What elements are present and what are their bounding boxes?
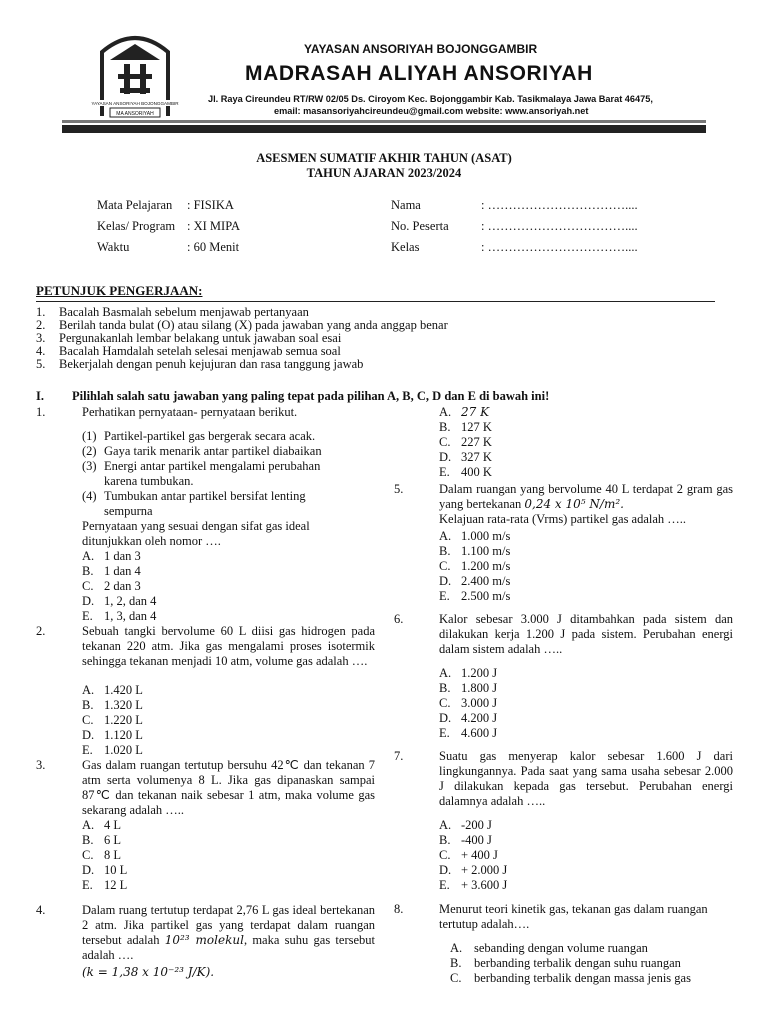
q2-number: 2. [36, 624, 46, 638]
q1-statement: (1) Partikel-partikel gas bergerak secara acak. [82, 429, 316, 443]
field-label-class-program: Kelas/ Program [97, 219, 176, 233]
option-c[interactable]: C. 1.200 m/s [439, 559, 511, 573]
q4-constant: (k = 1,38 x 10⁻²³ J/K). [82, 965, 215, 979]
q5-pressure: 0,24 x 10⁵ N/m². [524, 497, 624, 511]
logo-caption-2: MA ANSORIYAH [116, 111, 154, 117]
exam-year: TAHUN AJARAN 2023/2024 [306, 166, 462, 180]
instruction-item: 5. Bekerjalah dengan penuh kejujuran dan rasa tanggung jawab [36, 357, 364, 371]
option-d[interactable]: D. 4.200 J [439, 711, 498, 725]
option-b[interactable]: B. 1.800 J [439, 681, 498, 695]
q5-options [439, 529, 510, 604]
option-a[interactable]: A. sebanding dengan volume ruangan [450, 941, 648, 955]
instruction-item: 4. Bacalah Hamdalah setelah selesai menjawab semua soal [36, 344, 341, 358]
q5-number: 5. [394, 482, 404, 496]
option-c[interactable]: C. + 400 J [439, 848, 498, 862]
option-b[interactable]: B. 1 dan 4 [82, 564, 141, 578]
option-c[interactable]: C. 3.000 J [439, 696, 498, 710]
q4-molecules: 10²³ molekul [164, 933, 244, 947]
option-e[interactable]: E. 1.020 L [82, 743, 143, 757]
option-e[interactable]: E. 4.600 J [439, 726, 498, 740]
q5-stem: Dalam ruangan yang bervolume 40 L terdapat 2 gram gas yang bertekanan 0,24 x 10⁵ N/m². Kelajuan rata-rata (Vrms) partikel gas adalah ….. [439, 482, 733, 526]
instruction-item: 3. Pergunakanlah lembar belakang untuk jawaban soal esai [36, 331, 342, 345]
instructions-heading: PETUNJUK PENGERJAAN: [36, 283, 203, 298]
school-contact: email: masansoriyahcireundeu@gmail.com website: www.ansoriyah.net [274, 106, 589, 116]
instructions-rule [36, 301, 715, 302]
field-label-class: Kelas [391, 240, 420, 254]
option-b[interactable]: B. 1.320 L [82, 698, 143, 712]
option-b[interactable]: B. 1.100 m/s [439, 544, 511, 558]
field-blank-name[interactable]: : …………………………….... [481, 198, 638, 212]
q4-stem: Dalam ruang tertutup terdapat 2,76 L gas ideal bertekanan 2 atm. Jika partikel gas yang terdapat dalam ruangan tersebut adalah 10²³ molekul, maka suhu gas tersebut adalah …. (k = 1,38 x 10⁻²³ J/K). [82, 903, 376, 979]
header-rule-thick [62, 125, 706, 133]
option-b[interactable]: B. 6 L [82, 833, 122, 847]
field-label-participant-no: No. Peserta [391, 219, 449, 233]
field-blank-participant-no[interactable]: : …………………………….... [481, 219, 638, 233]
option-d[interactable]: D. 2.400 m/s [439, 574, 511, 588]
q1-statement: (3) Energi antar partikel mengalami perubahan karena tumbukan. [82, 459, 321, 488]
field-label-name: Nama [391, 198, 421, 212]
exam-title: ASESMEN SUMATIF AKHIR TAHUN (ASAT) [256, 151, 512, 165]
school-name: MADRASAH ALIYAH ANSORIYAH [245, 62, 593, 85]
option-b[interactable]: B. berbanding terbalik dengan suhu ruangan [450, 956, 681, 970]
option-d[interactable]: D. 1, 2, dan 4 [82, 594, 157, 608]
option-a[interactable]: A. 1.200 J [439, 666, 498, 680]
instruction-item: 1. Bacalah Basmalah sebelum menjawab pertanyaan [36, 305, 309, 319]
section-instruction: Pilihlah salah satu jawaban yang paling tepat pada pilihan A, B, C, D dan E di bawah ini! [72, 389, 550, 403]
option-d[interactable]: D. 1.120 L [82, 728, 143, 742]
option-e[interactable]: E. + 3.600 J [439, 878, 508, 892]
field-value-subject: : FISIKA [187, 198, 234, 212]
option-d[interactable]: D. 10 L [82, 863, 128, 877]
q6-options [439, 666, 497, 741]
q7-number: 7. [394, 749, 404, 763]
field-label-subject: Mata Pelajaran [97, 198, 173, 212]
option-e[interactable]: E. 400 K [439, 465, 492, 479]
q4-number: 4. [36, 903, 46, 917]
q3-number: 3. [36, 758, 46, 772]
q1-stem: Pernyataan yang sesuai dengan sifat gas ideal ditunjukkan oleh nomor …. [82, 519, 310, 548]
instruction-item: 2. Berilah tanda bulat (O) atau silang (X) pada jawaban yang anda anggap benar [36, 318, 448, 332]
option-e[interactable]: E. 2.500 m/s [439, 589, 511, 603]
option-e[interactable]: E. 12 L [82, 878, 128, 892]
option-c[interactable]: C. 1.220 L [82, 713, 143, 727]
q3-stem: Gas dalam ruangan tertutup bersuhu 42℃ dan tekanan 7 atm serta volumenya 8 L. Jika gas dipanaskan sampai 87℃ dan tekanan naik sebesar 1 atm, maka volume gas sekarang adalah ….. [82, 758, 375, 817]
option-b[interactable]: B. 127 K [439, 420, 492, 434]
q2-stem: Sebuah tangki bervolume 60 L diisi gas hidrogen pada tekanan 220 atm. Jika gas mengalami proses isotermik sehingga tekanan menjadi 10 atm, volume gas adalah …. [82, 624, 375, 668]
option-c[interactable]: C. 227 K [439, 435, 492, 449]
option-a[interactable]: A. 1.000 m/s [439, 529, 511, 543]
q1-intro: Perhatikan pernyataan- pernyataan berikut. [82, 405, 298, 419]
field-value-time: : 60 Menit [187, 240, 240, 254]
q1-statement: (2) Gaya tarik menarik antar partikel diabaikan [82, 444, 322, 458]
option-a[interactable]: A. -200 J [439, 818, 492, 832]
option-c[interactable]: C. 8 L [82, 848, 122, 862]
q1-options [82, 549, 156, 624]
q4-options [439, 405, 492, 480]
q3-options [82, 818, 127, 893]
option-d[interactable]: D. 327 K [439, 450, 492, 464]
option-a[interactable]: A. 27 K [439, 405, 490, 419]
option-c[interactable]: C. 2 dan 3 [82, 579, 141, 593]
q2-options [82, 683, 143, 758]
option-b[interactable]: B. -400 J [439, 833, 492, 847]
q6-stem: Kalor sebesar 3.000 J ditambahkan pada sistem dan dilakukan kerja 1.200 J pada sistem. Perubahan energi dalam sistem adalah ….. [439, 612, 733, 656]
q1-statement: (4) Tumbukan antar partikel bersifat lenting sempurna [82, 489, 306, 518]
q7-options [439, 818, 507, 893]
field-value-class-program: : XI MIPA [187, 219, 241, 233]
logo-caption-1: YAYASAN ANSORIYAH BOJONGGAMBIR [91, 101, 179, 106]
q8-stem: Menurut teori kinetik gas, tekanan gas dalam ruangan tertutup adalah…. [439, 902, 708, 931]
q6-number: 6. [394, 612, 404, 626]
school-address: Jl. Raya Cireundeu RT/RW 02/05 Ds. Ciroyom Kec. Bojonggambir Kab. Tasikmalaya Jawa Barat 46475, [208, 94, 653, 104]
option-a[interactable]: A. 1 dan 3 [82, 549, 141, 563]
field-label-time: Waktu [97, 240, 130, 254]
q1-number: 1. [36, 405, 46, 419]
option-a[interactable]: A. 1.420 L [82, 683, 143, 697]
q8-number: 8. [394, 902, 404, 916]
q8-options [450, 941, 691, 986]
option-d[interactable]: D. + 2.000 J [439, 863, 508, 877]
foundation-name: YAYASAN ANSORIYAH BOJONGGAMBIR [304, 42, 538, 56]
q7-stem: Suatu gas menyerap kalor sebesar 1.600 J dari lingkungannya. Pada saat yang sama usaha sebesar 2.000 J dilakukan kepada gas tersebut. Perubahan energi dalamnya adalah ….. [439, 749, 733, 808]
section-number: I. [36, 389, 44, 403]
option-e[interactable]: E. 1, 3, dan 4 [82, 609, 157, 623]
header-rule-thin [62, 120, 706, 123]
field-blank-class[interactable]: : …………………………….... [481, 240, 638, 254]
option-c[interactable]: C. berbanding terbalik dengan massa jenis gas [450, 971, 691, 985]
option-a[interactable]: A. 4 L [82, 818, 122, 832]
